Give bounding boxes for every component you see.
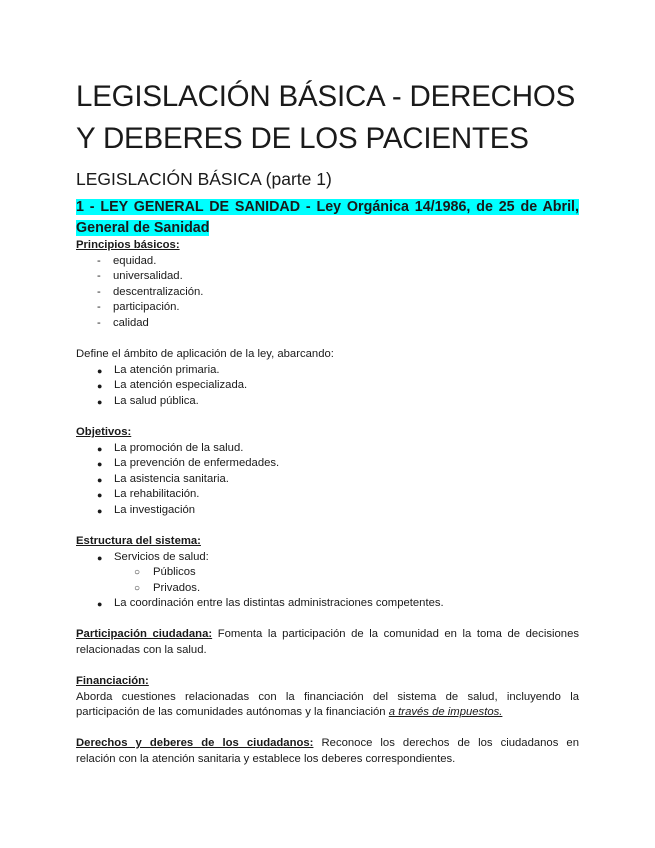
- list-item: - descentralización.: [76, 285, 579, 301]
- objetivos-list: [76, 441, 579, 519]
- ambito-intro: Define el ámbito de aplicación de la ley, abarcando:: [76, 348, 334, 360]
- objetivos-heading: Objetivos:: [76, 426, 132, 438]
- derechos-text-1: Reconoce los derechos de los ciudadanos en: [321, 737, 579, 749]
- list-item: - participación.: [76, 300, 579, 316]
- list-item: ● La investigación: [76, 503, 579, 519]
- estructura-list-cont: [76, 596, 579, 612]
- derechos-line-2: relación con la atención sanitaria y establece los deberes correspondientes.: [76, 752, 456, 765]
- list-item: ● La salud pública.: [76, 394, 579, 410]
- list-item: ● La atención primaria.: [76, 363, 579, 379]
- financiacion-text: participación de las comunidades autónomas y la financiación: [76, 706, 386, 719]
- list-item: ● La asistencia sanitaria.: [76, 472, 579, 488]
- list-item: ○ Públicos: [76, 565, 579, 581]
- document-title: LEGISLACIÓN BÁSICA - DERECHOS Y DEBERES DE LOS PACIENTES: [76, 80, 576, 155]
- list-item: - universalidad.: [76, 269, 579, 285]
- estructura-block: [76, 534, 579, 612]
- principios-heading: Principios básicos:: [76, 239, 180, 251]
- ambito-list: [76, 363, 579, 410]
- list-item: ● La coordinación entre las distintas administraciones competentes.: [76, 596, 579, 612]
- impuestos-link[interactable]: a través de impuestos.: [388, 706, 503, 719]
- derechos-heading: Derechos y deberes de los ciudadanos:: [76, 737, 314, 749]
- financiacion-heading: Financiación:: [76, 675, 149, 687]
- list-item: ● La atención especializada.: [76, 378, 579, 394]
- financiacion-block: [76, 674, 579, 721]
- list-item: ● Servicios de salud:: [76, 550, 579, 566]
- derechos-block: [76, 736, 579, 767]
- derechos-line-1: [76, 736, 579, 752]
- servicios-sublist: [76, 565, 579, 596]
- objetivos-block: [76, 425, 579, 519]
- section-heading-highlight: 1 - LEY GENERAL DE SANIDAD - Ley Orgánica 14/1986, de 25 de Abril, General de Sanidad: [76, 199, 579, 236]
- principios-list: [76, 254, 579, 332]
- list-item: - calidad: [76, 316, 579, 332]
- estructura-list: [76, 550, 579, 566]
- financiacion-line-2: [76, 705, 579, 721]
- list-item: ● La rehabilitación.: [76, 487, 579, 503]
- list-item: ○ Privados.: [76, 581, 579, 597]
- financiacion-line-1: Aborda cuestiones relacionadas con la financiación del sistema de salud, incluyendo la: [76, 690, 579, 703]
- list-item: ● La promoción de la salud.: [76, 441, 579, 457]
- participacion-heading: Participación ciudadana:: [76, 628, 213, 640]
- estructura-heading: Estructura del sistema:: [76, 535, 201, 547]
- document-subtitle: LEGISLACIÓN BÁSICA (parte 1): [76, 169, 332, 189]
- ambito-block: [76, 347, 579, 409]
- principios-block: [76, 238, 579, 332]
- list-item: ● La prevención de enfermedades.: [76, 456, 579, 472]
- section-heading: [76, 197, 579, 239]
- participacion-block: [76, 627, 579, 658]
- participacion-text: Fomenta la participación de la comunidad en la toma de decisiones relacionadas con la salud.: [76, 628, 580, 656]
- list-item: - equidad.: [76, 254, 579, 270]
